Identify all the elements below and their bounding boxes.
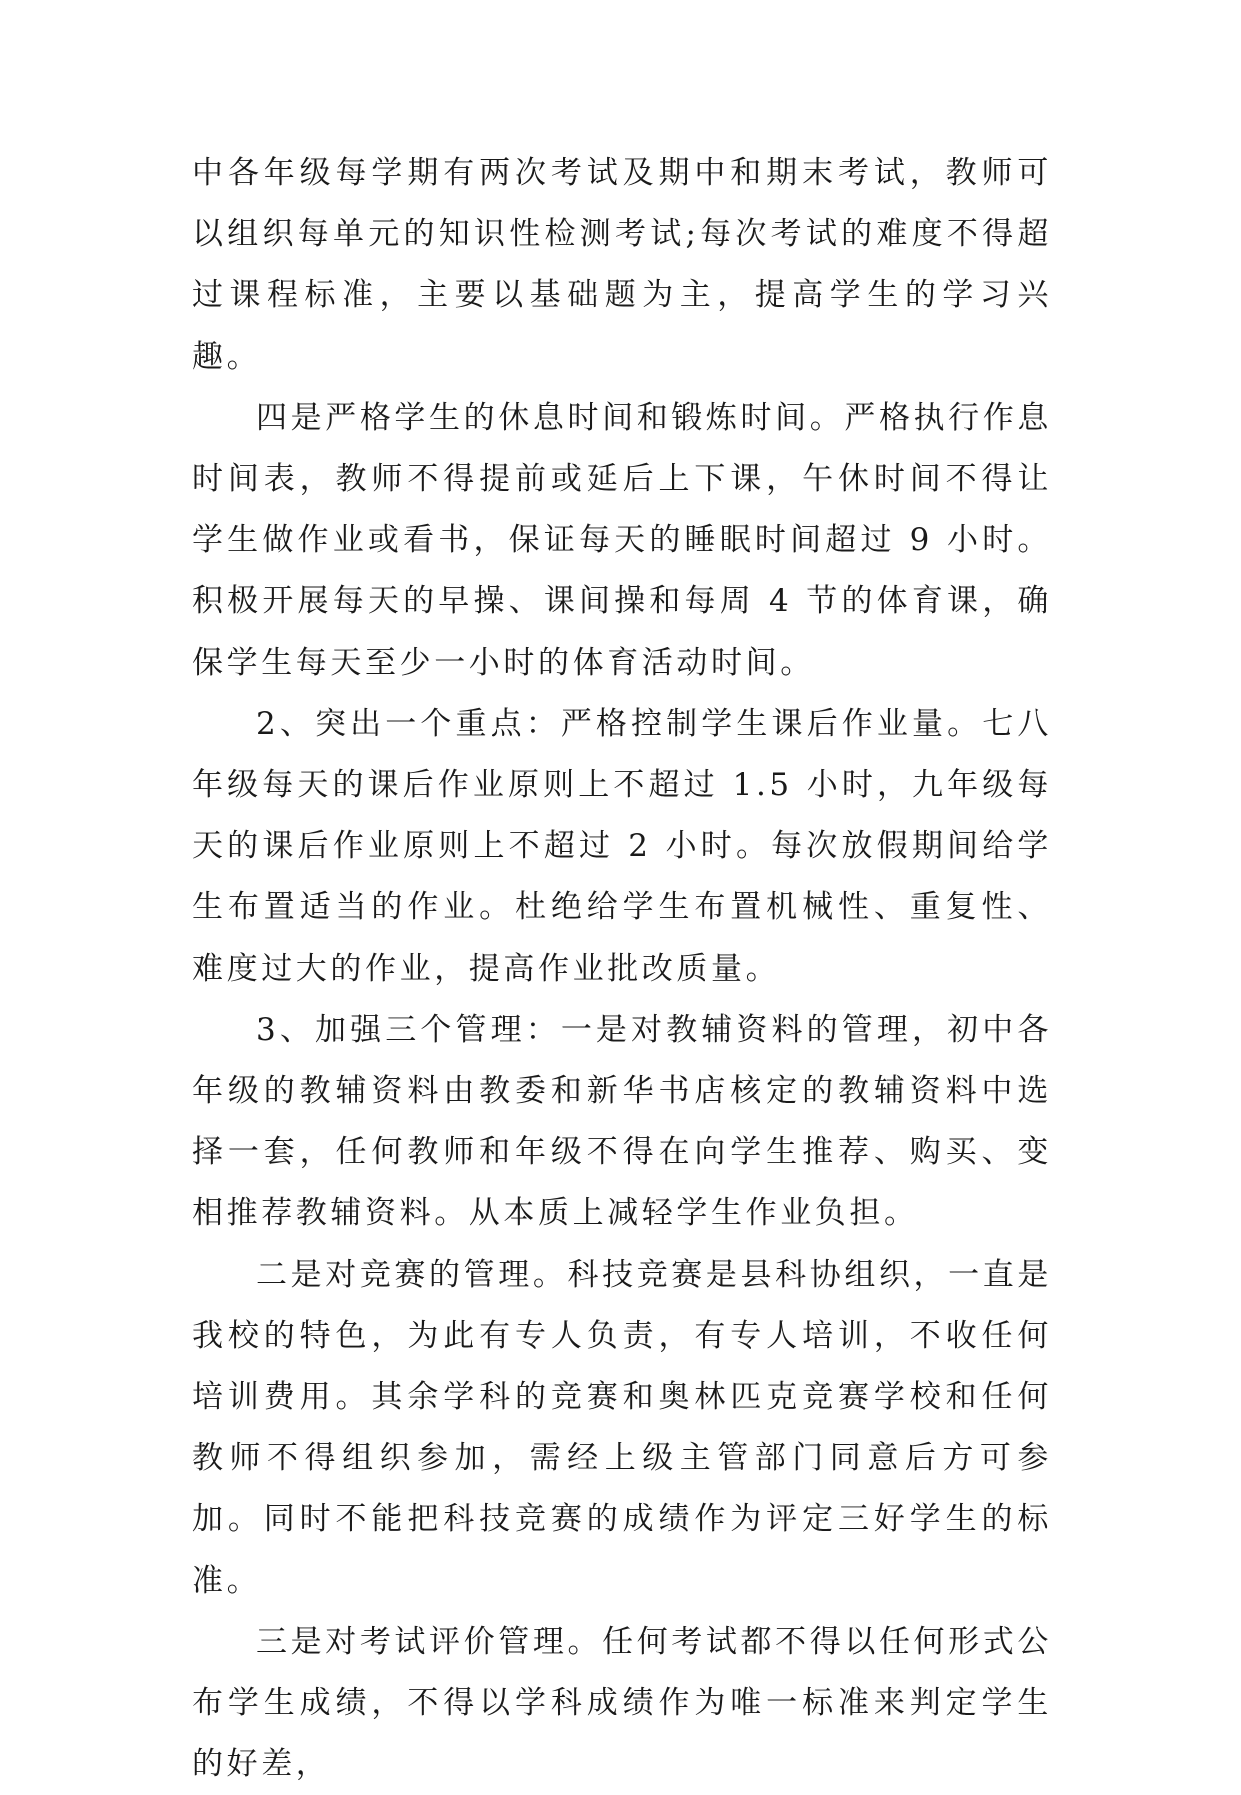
- document-page: [192, 143, 1052, 1795]
- paragraph-competition-management: 二是对竞赛的管理。科技竞赛是县科协组织，一直是我校的特色，为此有专人负责，有专人培训，不收任何培训费用。其余学科的竞赛和奥林匹克竞赛学校和任何教师不得组织参加，需经上级主管部门同意后方可参加。同时不能把科技竞赛的成绩作为评定三好学生的标准。: [192, 1256, 1052, 1599]
- paragraph-rest-and-exercise: 四是严格学生的休息时间和锻炼时间。严格执行作息时间表，教师不得提前或延后上下课，午休时间不得让学生做作业或看书，保证每天的睡眠时间超过 9 小时。积极开展每天的早操、课间操和每周 4 节的体育课，确保学生每天至少一小时的体育活动时间。: [192, 399, 1052, 681]
- paragraph-homework-control: 2、突出一个重点：严格控制学生课后作业量。七八年级每天的课后作业原则上不超过 1.5 小时，九年级每天的课后作业原则上不超过 2 小时。每次放假期间给学生布置适当的作业。杜绝给学生布置机械性、重复性、难度过大的作业，提高作业批改质量。: [192, 705, 1052, 987]
- paragraph-three-managements: 3、加强三个管理：一是对教辅资料的管理，初中各年级的教辅资料由教委和新华书店核定的教辅资料中选择一套，任何教师和年级不得在向学生推荐、购买、变相推荐教辅资料。从本质上减轻学生作业负担。: [192, 1011, 1052, 1232]
- paragraph-continuation: 中各年级每学期有两次考试及期中和期末考试，教师可以组织每单元的知识性检测考试;每次考试的难度不得超过课程标准，主要以基础题为主，提高学生的学习兴趣。: [192, 155, 1052, 375]
- paragraph-exam-evaluation: 三是对考试评价管理。任何考试都不得以任何形式公布学生成绩，不得以学科成绩作为唯一标准来判定学生的好差，: [192, 1623, 1052, 1783]
